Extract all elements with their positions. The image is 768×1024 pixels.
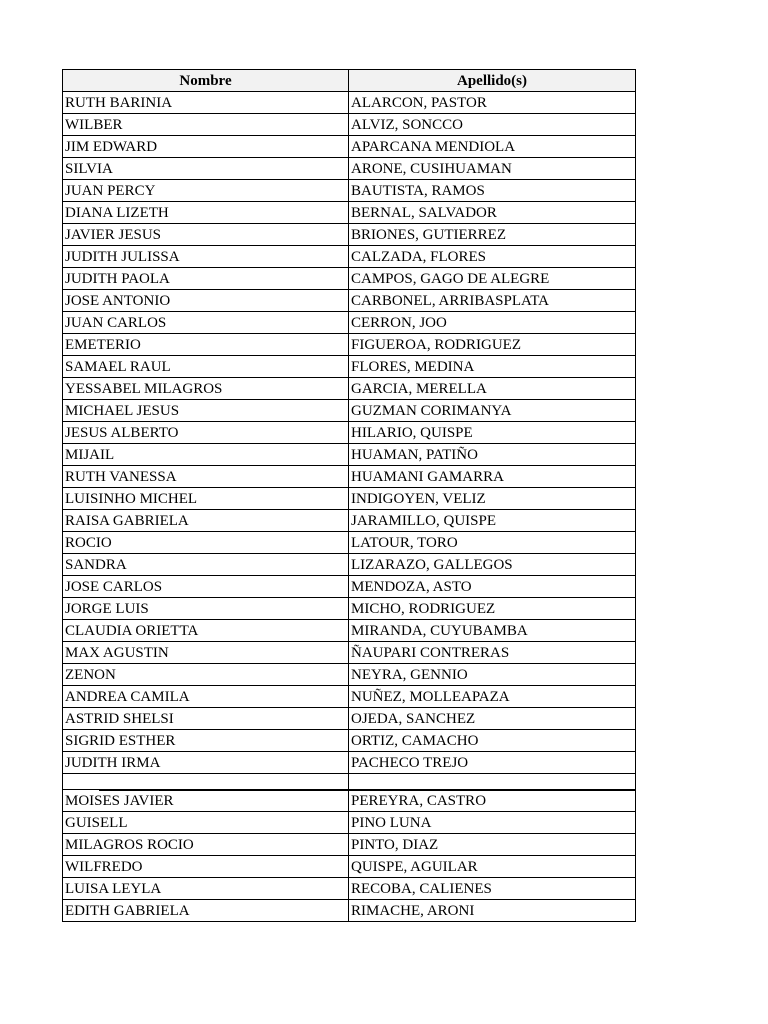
cell-nombre: RUTH BARINIA xyxy=(63,92,349,114)
cell-apellidos: NUÑEZ, MOLLEAPAZA xyxy=(349,686,636,708)
cell-apellidos: OJEDA, SANCHEZ xyxy=(349,708,636,730)
cell-apellidos: HILARIO, QUISPE xyxy=(349,422,636,444)
table-header xyxy=(63,70,636,92)
table-row xyxy=(63,246,636,268)
table-row xyxy=(63,158,636,180)
cell-nombre: SANDRA xyxy=(63,554,349,576)
cell-nombre: RUTH VANESSA xyxy=(63,466,349,488)
cell-apellidos: RIMACHE, ARONI xyxy=(349,900,636,922)
table-row xyxy=(63,790,636,812)
table-row xyxy=(63,834,636,856)
cell-nombre: MILAGROS ROCIO xyxy=(63,834,349,856)
table-row xyxy=(63,378,636,400)
cell-nombre: MIJAIL xyxy=(63,444,349,466)
table-row xyxy=(63,202,636,224)
cell-nombre: ZENON xyxy=(63,664,349,686)
cell-nombre: JUDITH IRMA xyxy=(63,752,349,774)
table-body xyxy=(63,92,636,922)
cell-nombre: MICHAEL JESUS xyxy=(63,400,349,422)
cell-apellidos: QUISPE, AGUILAR xyxy=(349,856,636,878)
cell-apellidos: BERNAL, SALVADOR xyxy=(349,202,636,224)
cell-nombre: JUAN CARLOS xyxy=(63,312,349,334)
cell-apellidos: CARBONEL, ARRIBASPLATA xyxy=(349,290,636,312)
cell-apellidos: PINTO, DIAZ xyxy=(349,834,636,856)
table-row xyxy=(63,598,636,620)
table-row xyxy=(63,488,636,510)
cell-apellidos: INDIGOYEN, VELIZ xyxy=(349,488,636,510)
table-row xyxy=(63,812,636,834)
cell-apellidos: LIZARAZO, GALLEGOS xyxy=(349,554,636,576)
cell-apellidos: GUZMAN CORIMANYA xyxy=(349,400,636,422)
cell-nombre: YESSABEL MILAGROS xyxy=(63,378,349,400)
table-row xyxy=(63,312,636,334)
cell-apellidos: MIRANDA, CUYUBAMBA xyxy=(349,620,636,642)
cell-apellidos: RECOBA, CALIENES xyxy=(349,878,636,900)
table-row xyxy=(63,444,636,466)
names-table xyxy=(62,69,636,922)
cell-nombre: LUISA LEYLA xyxy=(63,878,349,900)
cell-nombre: CLAUDIA ORIETTA xyxy=(63,620,349,642)
table-row xyxy=(63,576,636,598)
table-row xyxy=(63,290,636,312)
cell-nombre: ANDREA CAMILA xyxy=(63,686,349,708)
cell-nombre: ROCIO xyxy=(63,532,349,554)
cell-apellidos: CALZADA, FLORES xyxy=(349,246,636,268)
header-row xyxy=(63,70,636,92)
cell-nombre: ASTRID SHELSI xyxy=(63,708,349,730)
table-row xyxy=(63,856,636,878)
cell-nombre: EMETERIO xyxy=(63,334,349,356)
table-row xyxy=(63,400,636,422)
cell-apellidos: APARCANA MENDIOLA xyxy=(349,136,636,158)
cell-nombre: EDITH GABRIELA xyxy=(63,900,349,922)
cell-nombre: JUDITH JULISSA xyxy=(63,246,349,268)
cell-nombre: JOSE CARLOS xyxy=(63,576,349,598)
cell-nombre: SILVIA xyxy=(63,158,349,180)
table-row xyxy=(63,532,636,554)
cell-apellidos: HUAMAN, PATIÑO xyxy=(349,444,636,466)
cell-apellidos: ARONE, CUSIHUAMAN xyxy=(349,158,636,180)
cell-apellidos: GARCIA, MERELLA xyxy=(349,378,636,400)
table-row xyxy=(63,510,636,532)
cell-apellidos: ORTIZ, CAMACHO xyxy=(349,730,636,752)
cell-nombre: JUAN PERCY xyxy=(63,180,349,202)
table-row xyxy=(63,878,636,900)
cell-nombre: WILFREDO xyxy=(63,856,349,878)
cell-apellidos: ÑAUPARI CONTRERAS xyxy=(349,642,636,664)
cell-nombre: MAX AGUSTIN xyxy=(63,642,349,664)
cell-apellidos: CAMPOS, GAGO DE ALEGRE xyxy=(349,268,636,290)
cell-nombre: WILBER xyxy=(63,114,349,136)
cell-nombre: LUISINHO MICHEL xyxy=(63,488,349,510)
cell-apellidos: BAUTISTA, RAMOS xyxy=(349,180,636,202)
table-row xyxy=(63,92,636,114)
cell-nombre: JIM EDWARD xyxy=(63,136,349,158)
table-row xyxy=(63,422,636,444)
cell-apellidos: JARAMILLO, QUISPE xyxy=(349,510,636,532)
table-row xyxy=(63,664,636,686)
table-row xyxy=(63,356,636,378)
table-row xyxy=(63,334,636,356)
cell-nombre: JUDITH PAOLA xyxy=(63,268,349,290)
cell-nombre: DIANA LIZETH xyxy=(63,202,349,224)
cell-nombre: JESUS ALBERTO xyxy=(63,422,349,444)
table-row xyxy=(63,900,636,922)
table-row xyxy=(63,180,636,202)
table-row xyxy=(63,114,636,136)
cell-apellidos: ALARCON, PASTOR xyxy=(349,92,636,114)
cell-nombre: SAMAEL RAUL xyxy=(63,356,349,378)
table-row xyxy=(63,268,636,290)
cell-apellidos: HUAMANI GAMARRA xyxy=(349,466,636,488)
table-row xyxy=(63,686,636,708)
table-row xyxy=(63,136,636,158)
table-row xyxy=(63,730,636,752)
cell-apellidos: MICHO, RODRIGUEZ xyxy=(349,598,636,620)
cell-apellidos: NEYRA, GENNIO xyxy=(349,664,636,686)
table-row xyxy=(63,752,636,774)
cell-apellidos: FIGUEROA, RODRIGUEZ xyxy=(349,334,636,356)
cell-apellidos: PACHECO TREJO xyxy=(349,752,636,774)
column-header-nombre: Nombre xyxy=(63,70,349,92)
cell-nombre: JORGE LUIS xyxy=(63,598,349,620)
cell-nombre: JAVIER JESUS xyxy=(63,224,349,246)
cell-nombre: MOISES JAVIER xyxy=(63,790,349,812)
cell-nombre: SIGRID ESTHER xyxy=(63,730,349,752)
table-row xyxy=(63,642,636,664)
cell-apellidos: PINO LUNA xyxy=(349,812,636,834)
cell-apellidos: MENDOZA, ASTO xyxy=(349,576,636,598)
section-divider xyxy=(99,789,636,791)
cell-apellidos: BRIONES, GUTIERREZ xyxy=(349,224,636,246)
cell-apellidos: PEREYRA, CASTRO xyxy=(349,790,636,812)
cell-apellidos: ALVIZ, SONCCO xyxy=(349,114,636,136)
cell-nombre xyxy=(63,774,349,790)
table-row xyxy=(63,466,636,488)
cell-nombre: GUISELL xyxy=(63,812,349,834)
table-row xyxy=(63,708,636,730)
cell-nombre: JOSE ANTONIO xyxy=(63,290,349,312)
table-row xyxy=(63,774,636,790)
table-row xyxy=(63,554,636,576)
cell-nombre: RAISA GABRIELA xyxy=(63,510,349,532)
table-row xyxy=(63,620,636,642)
cell-apellidos xyxy=(349,774,636,790)
cell-apellidos: CERRON, JOO xyxy=(349,312,636,334)
cell-apellidos: LATOUR, TORO xyxy=(349,532,636,554)
table-row xyxy=(63,224,636,246)
cell-apellidos: FLORES, MEDINA xyxy=(349,356,636,378)
column-header-apellidos: Apellido(s) xyxy=(349,70,636,92)
